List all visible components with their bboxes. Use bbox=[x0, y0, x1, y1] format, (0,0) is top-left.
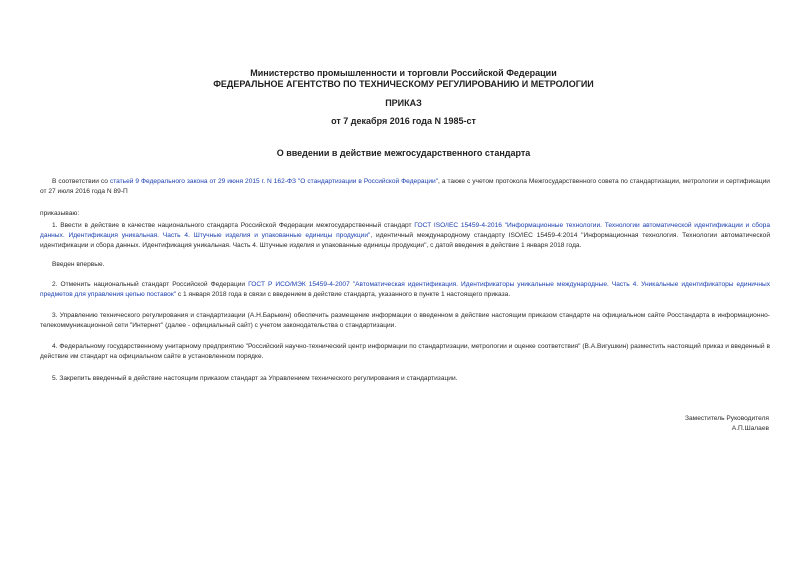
standard-link[interactable]: ГОСТ ISO/IEC 15459-4-2016 "Информационные технологии. Технологии автоматической идентификации и сбора данных. Идентификация уникальная. Часть 4. Штучные изделия и упакованные единицы продукции" bbox=[40, 222, 770, 239]
signatory-position: Заместитель Руководителя bbox=[685, 415, 769, 422]
item-4: 4. Федеральному государственному унитарному предприятию "Российский научно-технический центр информации по стандартизации, метрологии и оценке соответствия" (В.А.Вигушкин) разместить настоящий приказ и введенный в действие им стандарт на официальном сайте в установленном порядке. bbox=[40, 343, 770, 360]
intro-paragraph bbox=[40, 177, 770, 197]
intro-post: , а также с учетом протокола Межгосударственного совета по стандартизации, метрологии и сертификации от 27 июля 2016 года N 89-П bbox=[40, 178, 770, 195]
intro-pre: В соответствии со bbox=[52, 178, 110, 185]
signatory-name: А.П.Шалаев bbox=[731, 425, 769, 432]
item2-post: с 1 января 2018 года в связи с введением в действие стандарта, указанного в пункте 1 настоящего приказа. bbox=[176, 291, 511, 298]
agency-name: ФЕДЕРАЛЬНОЕ АГЕНТСТВО ПО ТЕХНИЧЕСКОМУ РЕГУЛИРОВАНИЮ И МЕТРОЛОГИИ bbox=[213, 79, 594, 89]
item-3: 3. Управлению технического регулирования и стандартизации (А.Н.Барыкин) обеспечить размещение информации о введенном в действие настоящим приказом стандарте на официальном сайте Росстандарта в информационно-телекоммуникационной сети "Интернет" (далее - официальный сайт) с учетом законодательства о стандартизации. bbox=[40, 312, 770, 329]
cancelled-standard-link[interactable]: ГОСТ Р ИСО/МЭК 15459-4-2007 "Автоматическая идентификация. Идентификаторы уникальные международные. Часть 4. Уникальные идентификаторы единичных предметов для управления цепью поставок" bbox=[40, 281, 771, 298]
law-link[interactable]: статьей 9 Федерального закона от 29 июня 2015 г. N 162-ФЗ "О стандартизации в Российской Федерации" bbox=[109, 178, 439, 185]
item-1 bbox=[40, 221, 770, 251]
item1-post: , идентичный международному стандарту ISO/IEC 15459-4:2014 "Информационная технология. Технологии автоматической идентификации и сбора данных. Идентификация уникальная. Часть 4. Штучные изделия и упакованные единицы продукции", с датой введения в действие 1 января 2018 года. bbox=[40, 232, 770, 249]
item2-pre: 2. Отменить национальный стандарт Российской Федерации bbox=[52, 281, 249, 288]
item1-pre: 1. Ввести в действие в качестве национального стандарта Российской Федерации межгосударственный стандарт bbox=[52, 222, 415, 229]
item-5: 5. Закрепить введенный в действие настоящим приказом стандарт за Управлением технического регулирования и стандартизации. bbox=[52, 375, 458, 382]
ministry-name: Министерство промышленности и торговли Российской Федерации bbox=[250, 68, 557, 78]
document-title: О введении в действие межгосударственного стандарта bbox=[276, 148, 531, 158]
first-introduced: Введен впервые. bbox=[52, 261, 105, 268]
document-type: ПРИКАЗ bbox=[385, 98, 422, 108]
order-word: приказываю: bbox=[40, 210, 80, 217]
item-2 bbox=[40, 280, 770, 300]
date-number: от 7 декабря 2016 года N 1985-ст bbox=[331, 116, 476, 126]
